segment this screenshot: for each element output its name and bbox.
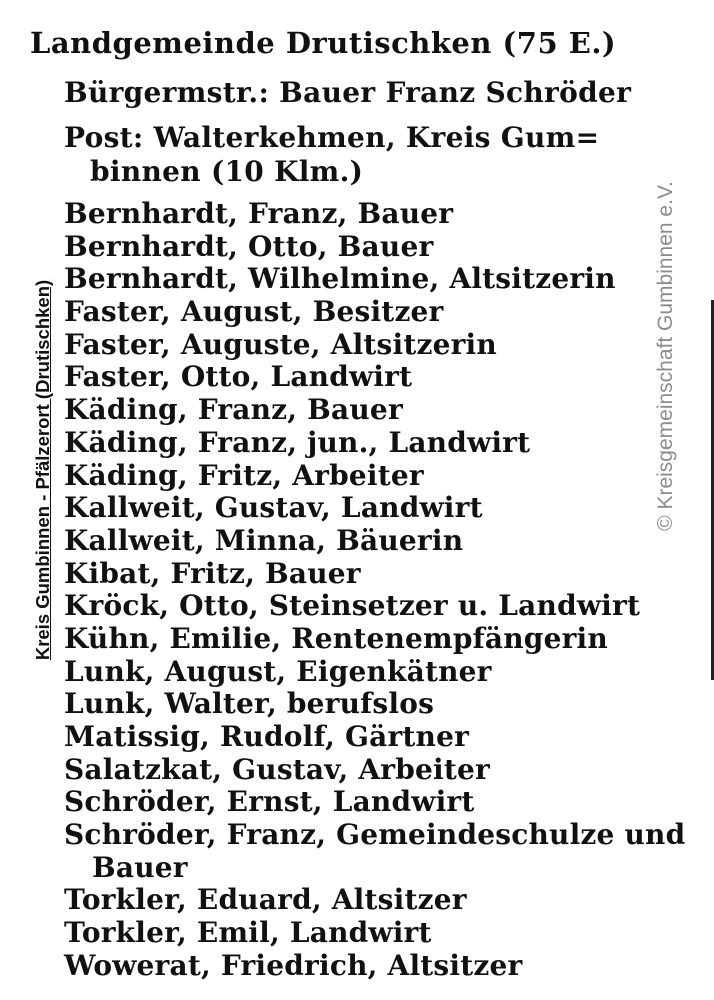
list-item: Salatzkat, Gustav, Arbeiter <box>64 752 490 786</box>
list-item: Kibat, Fritz, Bauer <box>64 556 361 590</box>
list-item: Käding, Franz, jun., Landwirt <box>64 425 531 459</box>
list-item: Kallweit, Gustav, Landwirt <box>64 491 483 525</box>
mayor-line: Bürgermstr.: Bauer Franz Schröder <box>64 76 632 109</box>
list-item: Schröder, Franz, Gemeindeschulze und <box>64 818 686 852</box>
copyright-watermark: © Kreisgemeinschaft Gumbinnen e.V. <box>654 181 677 531</box>
resident-list <box>64 198 704 983</box>
post-line-1: Post: Walterkehmen, Kreis Gum= <box>64 121 600 154</box>
list-item: Kröck, Otto, Steinsetzer u. Landwirt <box>64 589 641 623</box>
source-label-vertical: Kreis Gumbinnen - Pfälzerort (Drutischken) <box>32 279 53 661</box>
list-item: Faster, Otto, Landwirt <box>64 360 413 394</box>
list-item: Schröder, Ernst, Landwirt <box>64 785 475 819</box>
list-item: Bernhardt, Otto, Bauer <box>64 229 434 263</box>
list-item: Käding, Franz, Bauer <box>64 393 403 427</box>
list-item: Käding, Fritz, Arbeiter <box>64 458 424 492</box>
list-item: Lunk, August, Eigenkätner <box>64 654 492 688</box>
list-item-continuation: Bauer <box>92 850 188 884</box>
list-item: Matissig, Rudolf, Gärtner <box>64 720 470 753</box>
list-item: Bernhardt, Wilhelmine, Altsitzerin <box>64 262 616 296</box>
list-item: Faster, Auguste, Altsitzerin <box>64 327 497 361</box>
list-item: Faster, August, Besitzer <box>64 295 444 329</box>
list-item: Kallweit, Minna, Bäuerin <box>64 523 464 557</box>
list-item: Bernhardt, Franz, Bauer <box>64 197 454 230</box>
list-item: Kühn, Emilie, Rentenempfängerin <box>64 621 608 655</box>
list-item: Torkler, Emil, Landwirt <box>64 916 432 950</box>
list-item: Torkler, Eduard, Altsitzer <box>64 883 467 917</box>
list-item: Wowerat, Friedrich, Altsitzer <box>64 948 523 982</box>
post-line-2: binnen (10 Klm.) <box>90 155 364 188</box>
document-title: Landgemeinde Drutischken (75 E.) <box>30 26 617 60</box>
list-item: Lunk, Walter, berufslos <box>64 687 435 721</box>
